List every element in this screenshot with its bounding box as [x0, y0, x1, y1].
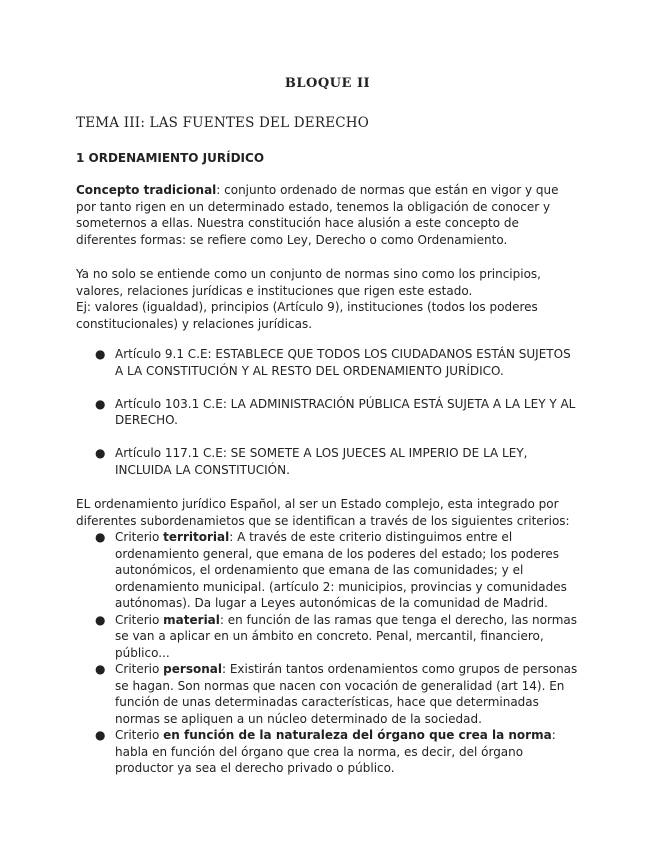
criterion-text: : Existirán tantos ordenamientos como grupos de personas se hagan. Son normas que nacen con vocación de generalidad (art 14). En función de unas determinadas características, hace que determinadas normas se apliquen a un núcleo determinado de la sociedad.: [115, 662, 578, 726]
list-item: [76, 529, 581, 612]
criterion-prefix: Criterio: [115, 612, 164, 627]
principles-paragraph: [76, 266, 581, 332]
list-item: [76, 445, 581, 478]
criterion-text: : habla en función del órgano que crea la norma, es decir, del órgano productor ya sea el derecho privado o público.: [115, 728, 556, 775]
topic-title: TEMA III: LAS FUENTES DEL DERECHO: [76, 115, 370, 131]
bullet-icon: ●: [95, 662, 106, 676]
list-item: [76, 396, 581, 429]
bullet-icon: ●: [95, 446, 106, 460]
criterion-name: en función de la naturaleza del órgano que crea la norma: [163, 728, 552, 742]
criterion-name: material: [163, 612, 220, 627]
list-item: [76, 612, 581, 662]
section-heading: 1 ORDENAMIENTO JURÍDICO: [76, 151, 265, 165]
list-item: [76, 727, 581, 777]
criterion-name: personal: [163, 662, 222, 676]
criterion-prefix: Criterio: [115, 728, 164, 742]
list-item: [76, 661, 581, 727]
list-item: [76, 346, 581, 379]
concepto-label: Concepto tradicional: [76, 183, 217, 197]
criterion-name: territorial: [163, 530, 230, 544]
principles-line-2: Ej: valores (igualdad), principios (Artículo 9), instituciones (todos los poderes constitucionales) y relaciones jurídicas.: [76, 300, 538, 331]
bullet-icon: ●: [95, 347, 106, 361]
article-text: Artículo 117.1 C.E: SE SOMETE A LOS JUECES AL IMPERIO DE LA LEY, INCLUIDA LA CONSTITUCIÓN.: [115, 446, 528, 477]
criteria-list: [76, 529, 581, 777]
criterion-text: : en función de las ramas que tenga el derecho, las normas se van a aplicar en un ámbito en concreto. Penal, mercantil, financiero, público...: [115, 612, 578, 660]
concepto-text: : conjunto ordenado de normas que están en vigor y que por tanto rigen en un determinado estado, tenemos la obligación de conocer y someternos a ellas. Nuestra constitución hace alusión a este concepto de diferentes formas: se refiere como Ley, Derecho o como Ordenamiento.: [76, 183, 559, 247]
bullet-icon: ●: [95, 728, 106, 742]
bullet-icon: ●: [95, 612, 106, 627]
criterion-text: : A través de este criterio distinguimos entre el ordenamiento general, que emana de los poderes del estado; los poderes autonómicos, el ordenamiento que emana de las comunidades; y el ordenamiento municipal. (artículo 2: municipios, provincias y comunidades autónomas). Da lugar a Leyes autonómicas de la comunidad de Madrid.: [115, 530, 567, 610]
bullet-icon: ●: [95, 530, 106, 544]
criterion-prefix: Criterio: [115, 662, 164, 676]
concepto-paragraph: [76, 182, 581, 248]
principles-line-1: Ya no solo se entiende como un conjunto de normas sino como los principios, valores, relaciones jurídicas e instituciones que rigen este estado.: [76, 267, 541, 298]
article-text: Artículo 9.1 C.E: ESTABLECE QUE TODOS LOS CIUDADANOS ESTÁN SUJETOS A LA CONSTITUCIÓN Y AL RESTO DEL ORDENAMIENTO JURÍDICO.: [115, 347, 571, 378]
document-title: BLOQUE II: [284, 76, 371, 91]
criterion-prefix: Criterio: [115, 530, 164, 544]
bullet-icon: ●: [95, 396, 106, 411]
ordenamiento-paragraph: EL ordenamiento jurídico Español, al ser un Estado complejo, esta integrado por diferentes subordenamietos que se identifican a través de los siguientes criterios:: [76, 497, 570, 528]
articles-list: [76, 346, 581, 495]
article-text: Artículo 103.1 C.E: LA ADMINISTRACIÓN PÚBLICA ESTÁ SUJETA A LA LEY Y AL DERECHO.: [115, 396, 576, 427]
